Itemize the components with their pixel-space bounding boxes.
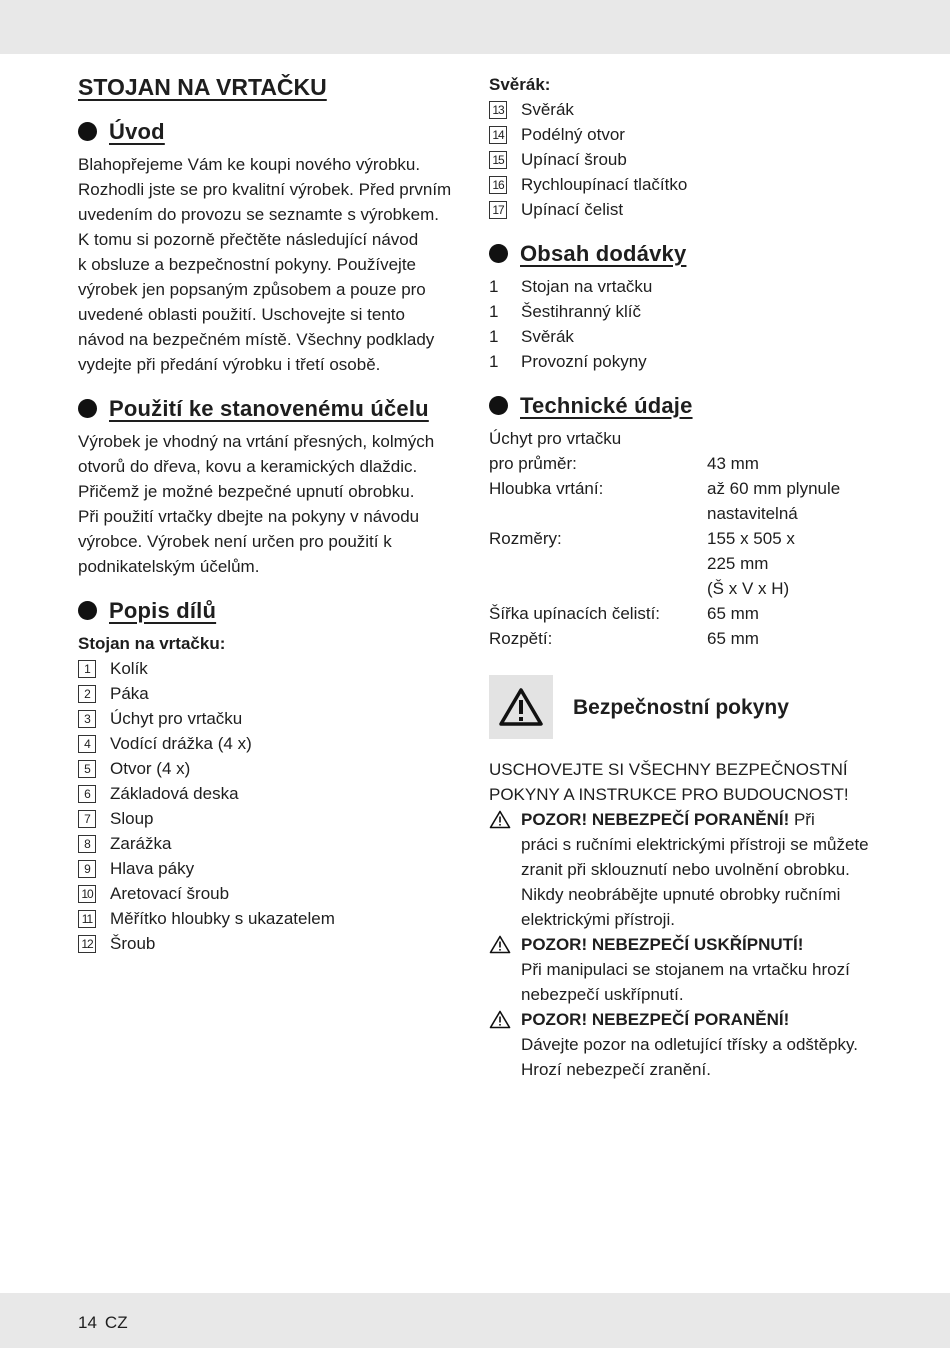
part-label: Upínací šroub <box>521 150 627 169</box>
warning-triangle-icon <box>489 807 513 932</box>
section-usage-heading <box>78 391 460 425</box>
part-number: 6 <box>78 785 96 803</box>
part-label: Kolík <box>110 659 148 678</box>
part-label: Sloup <box>110 809 154 828</box>
safety-header <box>489 675 879 739</box>
warning-title: POZOR! NEBEZPEČÍ PORANĚNÍ! <box>521 1010 790 1029</box>
text-line: návod na bezpečném místě. Všechny podklady <box>78 330 435 349</box>
section-title: Úvod <box>109 118 165 144</box>
spec-key: Rozpětí: <box>489 629 553 648</box>
page-title: STOJAN NA VRTAČKU <box>78 74 327 100</box>
tech-specs-table <box>489 426 879 651</box>
list-item <box>489 299 879 324</box>
left-column <box>78 72 460 956</box>
list-item <box>78 706 460 731</box>
item-label: Svěrák <box>521 327 574 346</box>
part-label: Úchyt pro vrtačku <box>110 709 243 728</box>
spec-key: Úchyt pro vrtačku <box>489 429 622 448</box>
spec-value: (Š x V x H) <box>707 579 790 598</box>
part-number: 4 <box>78 735 96 753</box>
spec-key <box>489 576 707 601</box>
part-number: 7 <box>78 810 96 828</box>
list-item <box>78 906 460 931</box>
part-number: 11 <box>78 910 96 928</box>
text-line: k obsluze a bezpečnostní pokyny. Používejte <box>78 255 416 274</box>
spec-key: Šířka upínacích čelistí: <box>489 604 661 623</box>
part-label: Rychloupínací tlačítko <box>521 175 688 194</box>
text-line: podnikatelským účelům. <box>78 557 260 576</box>
list-item <box>489 324 879 349</box>
right-column <box>489 72 879 1082</box>
part-label: Šroub <box>110 934 156 953</box>
text-line: Blahopřejeme Vám ke koupi nového výrobku. <box>78 155 421 174</box>
vise-subheading: Svěrák: <box>489 75 551 94</box>
list-item <box>78 781 460 806</box>
warning-item <box>489 932 879 1007</box>
supply-list <box>489 274 879 374</box>
part-label: Hlava páky <box>110 859 195 878</box>
spec-key: pro průměr: <box>489 454 577 473</box>
warning-triangle-icon <box>489 1007 513 1082</box>
spec-value: nastavitelná <box>707 504 798 523</box>
section-title: Popis dílů <box>109 597 217 623</box>
warning-line: Při manipulaci se stojanem na vrtačku hrozí <box>521 960 850 979</box>
warning-line: práci s ručními elektrickými přístroji se můžete <box>521 835 869 854</box>
keep-instructions-line: POKYNY A INSTRUKCE PRO BUDOUCNOST! <box>489 785 849 804</box>
list-item <box>489 147 879 172</box>
list-item <box>78 731 460 756</box>
warning-tile <box>489 675 553 739</box>
bullet-icon <box>78 601 97 620</box>
item-label: Stojan na vrtačku <box>521 277 653 296</box>
usage-text <box>78 429 460 579</box>
text-line: výrobce. Výrobek není určen pro použití k <box>78 532 392 551</box>
spec-key <box>489 501 707 526</box>
list-item <box>78 656 460 681</box>
part-label: Základová deska <box>110 784 239 803</box>
part-label: Podélný otvor <box>521 125 625 144</box>
list-item <box>489 274 879 299</box>
part-number: 15 <box>489 151 507 169</box>
part-number: 12 <box>78 935 96 953</box>
part-number: 13 <box>489 101 507 119</box>
warning-line: Dávejte pozor na odletující třísky a odštěpky. <box>521 1035 859 1054</box>
text-line: Výrobek je vhodný na vrtání přesných, kolmých <box>78 432 435 451</box>
parts-subheading: Stojan na vrtačku: <box>78 634 226 653</box>
part-number: 8 <box>78 835 96 853</box>
part-number: 9 <box>78 860 96 878</box>
spec-key: Rozměry: <box>489 529 562 548</box>
warning-title: POZOR! NEBEZPEČÍ USKŘÍPNUTÍ! <box>521 935 804 954</box>
warning-line: Hrozí nebezpečí zranění. <box>521 1060 711 1079</box>
list-item <box>489 349 879 374</box>
warning-title: POZOR! NEBEZPEČÍ PORANĚNÍ! <box>521 810 790 829</box>
spec-value: 43 mm <box>707 454 759 473</box>
section-title: Obsah dodávky <box>520 240 687 266</box>
warning-item <box>489 1007 879 1082</box>
list-item <box>489 172 879 197</box>
spec-key <box>489 551 707 576</box>
part-label: Páka <box>110 684 149 703</box>
text-line: Rozhodli jste se pro kvalitní výrobek. Před prvním <box>78 180 452 199</box>
part-label: Aretovací šroub <box>110 884 230 903</box>
list-item <box>78 931 460 956</box>
text-line: otvorů do dřeva, kovu a keramických dlaždic. <box>78 457 418 476</box>
list-item <box>78 831 460 856</box>
part-label: Měřítko hloubky s ukazatelem <box>110 909 335 928</box>
part-label: Vodící drážka (4 x) <box>110 734 252 753</box>
spec-value: 65 mm <box>707 604 759 623</box>
intro-text <box>78 152 460 377</box>
item-label: Šestihranný klíč <box>521 302 641 321</box>
part-number: 17 <box>489 201 507 219</box>
keep-instructions-line: USCHOVEJTE SI VŠECHNY BEZPEČNOSTNÍ <box>489 760 848 779</box>
quantity: 1 <box>489 327 499 346</box>
list-item <box>78 806 460 831</box>
spec-value: až 60 mm plynule <box>707 479 841 498</box>
list-item <box>489 122 879 147</box>
bullet-icon <box>489 244 508 263</box>
list-item <box>78 856 460 881</box>
warning-line: Nikdy neobrábějte upnuté obrobky ručními <box>521 885 841 904</box>
list-item <box>78 681 460 706</box>
part-number: 14 <box>489 126 507 144</box>
list-item <box>489 197 879 222</box>
text-line: Při použití vrtačky dbejte na pokyny v návodu <box>78 507 420 526</box>
part-number: 2 <box>78 685 96 703</box>
warning-triangle-icon <box>498 687 544 727</box>
spec-value: 65 mm <box>707 629 759 648</box>
safety-title: Bezpečnostní pokyny <box>573 695 789 719</box>
quantity: 1 <box>489 352 499 371</box>
bullet-icon <box>78 122 97 141</box>
list-item <box>78 756 460 781</box>
section-title: Technické údaje <box>520 392 693 418</box>
text-line: vydejte při předání výrobku i třetí osobě. <box>78 355 381 374</box>
warning-line: elektrickými přístroji. <box>521 910 675 929</box>
bullet-icon <box>489 396 508 415</box>
spec-value: 155 x 505 x <box>707 529 795 548</box>
item-label: Provozní pokyny <box>521 352 647 371</box>
top-band <box>0 0 950 54</box>
part-number: 16 <box>489 176 507 194</box>
section-tech-heading <box>489 388 879 422</box>
bullet-icon <box>78 399 97 418</box>
language-code: CZ <box>104 1313 128 1332</box>
list-item <box>489 97 879 122</box>
text-line: K tomu si pozorně přečtěte následující návod <box>78 230 419 249</box>
section-intro-heading <box>78 114 460 148</box>
part-label: Svěrák <box>521 100 574 119</box>
parts-list <box>78 656 460 956</box>
bottom-band <box>0 1293 950 1348</box>
part-label: Zarážka <box>110 834 172 853</box>
section-title: Použití ke stanovenému účelu <box>109 395 429 421</box>
page-number: 14 <box>78 1313 97 1332</box>
quantity: 1 <box>489 302 499 321</box>
section-supply-heading <box>489 236 879 270</box>
text-line: výrobek jen popsaným způsobem a pouze pro <box>78 280 426 299</box>
quantity: 1 <box>489 277 499 296</box>
part-number: 5 <box>78 760 96 778</box>
part-label: Upínací čelist <box>521 200 624 219</box>
vise-parts-list <box>489 97 879 222</box>
list-item <box>78 881 460 906</box>
section-parts-heading <box>78 593 460 627</box>
warning-line: nebezpečí uskřípnutí. <box>521 985 684 1004</box>
spec-value: 225 mm <box>707 554 769 573</box>
page-footer <box>78 1310 136 1335</box>
part-number: 1 <box>78 660 96 678</box>
part-label: Otvor (4 x) <box>110 759 191 778</box>
warning-text: Při <box>789 810 815 829</box>
spec-key: Hloubka vrtání: <box>489 479 604 498</box>
warning-triangle-icon <box>489 932 513 1007</box>
text-line: uvedením do provozu se seznamte s výrobkem. <box>78 205 439 224</box>
part-number: 10 <box>78 885 96 903</box>
spec-value <box>707 426 879 451</box>
part-number: 3 <box>78 710 96 728</box>
warning-line: zranit při sklouznutí nebo uvolnění obrobku. <box>521 860 850 879</box>
text-line: uvedené oblasti použití. Uschovejte si tento <box>78 305 405 324</box>
text-line: Přičemž je možné bezpečné upnutí obrobku. <box>78 482 415 501</box>
warning-item <box>489 807 879 932</box>
